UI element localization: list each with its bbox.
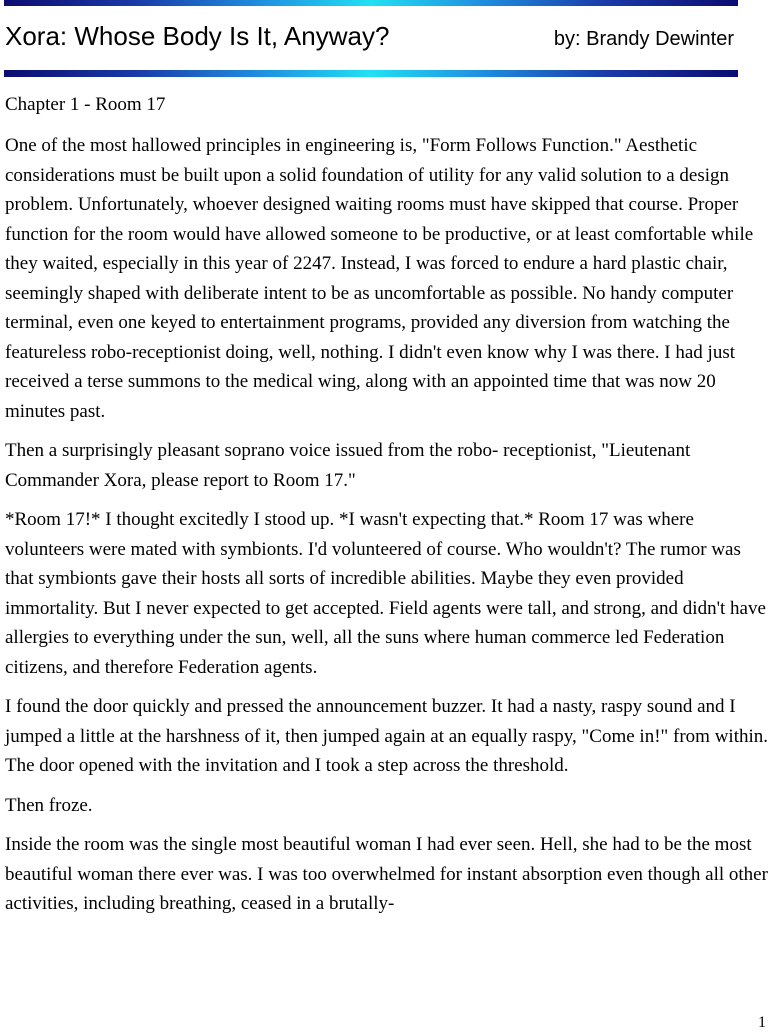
chapter-heading: Chapter 1 - Room 17 bbox=[5, 94, 166, 115]
header-top-rule bbox=[4, 0, 738, 6]
story-body bbox=[5, 131, 769, 929]
document-title: Xora: Whose Body Is It, Anyway? bbox=[5, 21, 390, 51]
paragraph: One of the most hallowed principles in engineering is, "Form Follows Function." Aesthetic considerations must be built upon a solid foundation of utility for any valid solution to a design problem. Unfortunately, whoever designed waiting rooms must have skipped that course. Proper function for the room would have allowed someone to be productive, or at least comfortable while they waited, especially in this year of 2247. Instead, I was forced to endure a hard plastic chair, seemingly shaped with deliberate intent to be as uncomfortable as possible. No handy computer terminal, even one keyed to entertainment programs, provided any diversion from watching the featureless robo-receptionist doing, well, nothing. I didn't even know why I was there. I had just received a terse summons to the medical wing, along with an appointed time that was now 20 minutes past. bbox=[5, 135, 754, 422]
paragraph: Then a surprisingly pleasant soprano voice issued from the robo- receptionist, "Lieutenant Commander Xora, please report to Room 17." bbox=[5, 440, 691, 491]
paragraph: *Room 17!* I thought excitedly I stood up. *I wasn't expecting that.* Room 17 was where volunteers were mated with symbionts. I'd volunteered of course. Who wouldn't? The rumor was that symbionts gave their hosts all sorts of incredible abilities. Maybe they even provided immortality. But I never expected to get accepted. Field agents were tall, and strong, and didn't have allergies to everything under the sun, well, all the suns where human commerce led Federation citizens, and therefore Federation agents. bbox=[5, 509, 766, 678]
paragraph: I found the door quickly and pressed the announcement buzzer. It had a nasty, raspy sound and I jumped a little at the harshness of it, then jumped again at an equally raspy, "Come in!" from within. The door opened with the invitation and I took a step across the threshold. bbox=[5, 696, 769, 776]
paragraph: Then froze. bbox=[5, 794, 93, 816]
header-bottom-rule bbox=[4, 70, 738, 77]
paragraph: Inside the room was the single most beautiful woman I had ever seen. Hell, she had to be the most beautiful woman there ever was. I was too overwhelmed for instant absorption even though all other activities, including breathing, ceased in a brutally- bbox=[5, 834, 768, 914]
page-number: 1 bbox=[758, 1014, 766, 1031]
author-byline: by: Brandy Dewinter bbox=[553, 28, 734, 50]
